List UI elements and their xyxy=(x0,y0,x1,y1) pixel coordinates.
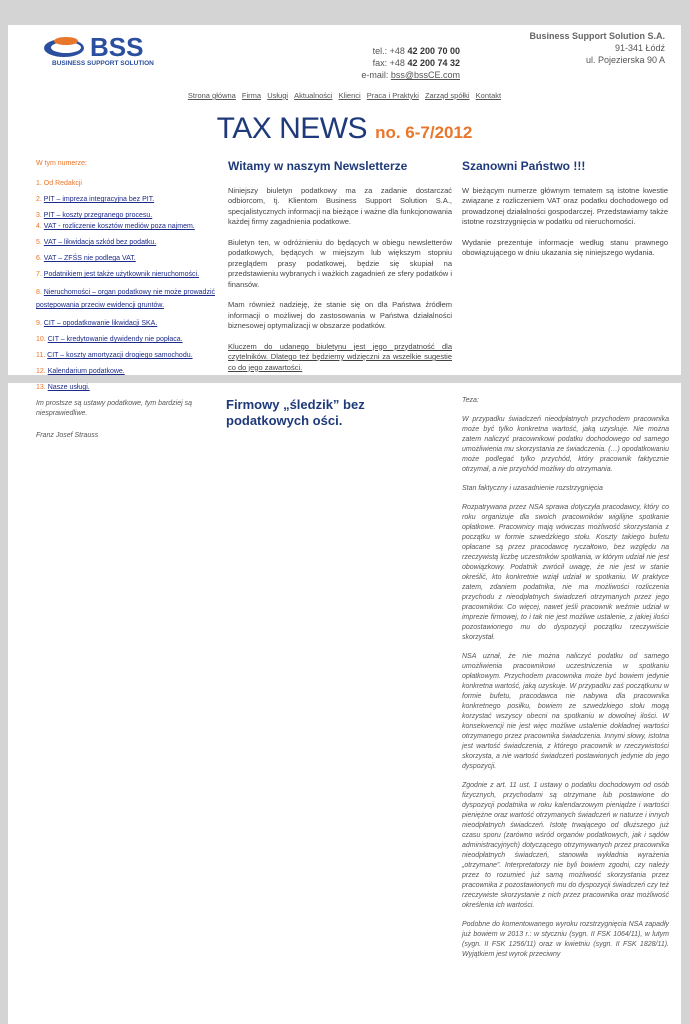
toc-item[interactable] xyxy=(36,286,226,312)
fax-label: fax: +48 xyxy=(372,58,408,68)
toc-item-link[interactable]: Nieruchomości – organ podatkowy nie może prowadzić postępowania przeciw ewidencji gruntów. xyxy=(36,289,215,309)
company-address xyxy=(529,30,665,66)
fax-number: 42 200 74 32 xyxy=(407,58,460,68)
toc-item-number: 1. xyxy=(36,180,42,187)
phone-label: tel.: +48 xyxy=(372,46,408,56)
masthead-title: TAX NEWS xyxy=(216,112,368,145)
fax-line xyxy=(352,57,460,69)
toc-item[interactable] xyxy=(36,195,226,204)
article-paragraph: Podobne do komentowanego wyroku rozstrzygnięcia NSA zapadły już bowiem w 2013 r.: w styczniu (sygn. II FSK 1064/11), w lutym (sygn. II FSK 1256/11) oraz w kwietniu (sygn. II FSK 1828/11). Wyjątkiem jest wyrok przeciwny xyxy=(462,921,669,958)
email-line xyxy=(352,69,460,81)
toc-heading: W tym numerze: xyxy=(36,160,87,167)
toc-item[interactable] xyxy=(36,254,226,263)
toc-item-number: 10. xyxy=(36,336,46,343)
toc-item-number: 9. xyxy=(36,320,42,327)
quote-block xyxy=(36,399,216,441)
company-city: 91-341 Łódź xyxy=(614,43,665,53)
toc-item-number: 8. xyxy=(36,289,42,296)
logo-swoosh-icon xyxy=(44,39,84,57)
thesis-label: Teza: xyxy=(462,397,479,404)
toc-item[interactable] xyxy=(36,270,226,279)
toc-item-link[interactable]: VAT – ZFŚS nie podlega VAT. xyxy=(43,255,136,262)
top-navigation xyxy=(0,91,689,100)
nav-link-careers[interactable]: Praca i Praktyki xyxy=(366,91,419,100)
toc-item-number: 12. xyxy=(36,368,46,375)
toc-item-number: 3. xyxy=(36,212,42,219)
toc-item xyxy=(36,179,226,188)
quote-author: Franz Josef Strauss xyxy=(36,432,99,439)
company-street: ul. Pojezierska 90 A xyxy=(585,55,665,65)
welcome-paragraph: Biuletyn ten, w odróżnieniu do będących w obiegu newsletterów podatkowych, będących w miejszym lub większym stopniu przeglądem prasy podatkowej, będzie się skupiał na przedstawieniu wybranych i ważkich zagadnień ze sfery podatków i finansów. xyxy=(228,237,452,289)
welcome-title: Witamy w naszym Newsletterze xyxy=(228,159,408,173)
toc-item-number: 13. xyxy=(36,384,46,391)
toc-item-number: 5. xyxy=(36,239,42,246)
greeting-paragraph: Wydanie prezentuje informacje według stanu prawnego obowiązującego w dniu ukazania się niniejszego wydania. xyxy=(462,237,668,257)
toc-item[interactable] xyxy=(36,367,226,376)
toc-item-link[interactable]: VAT – likwidacja szkód bez podatku. xyxy=(43,239,157,246)
toc-item-link[interactable]: CIT – opodatkowanie likwidacji SKA. xyxy=(43,320,158,327)
article-paragraph: Zgodnie z art. 11 ust. 1 ustawy o podatku dochodowym od osób fizycznych, przychodami są otrzymane lub postawione do dyspozycji podatnika w roku kalendarzowym pieniądze i wartości pieniężne oraz wartość otrzymanych świadczeń w naturze i innych nieodpłatnych świadczeń. Istotę trwającego od dłuższego już czasu sporu (zarówno wśród organów podatkowych, jak i sądów administracyjnych) dotyczącego otrzymywanych przez pracownika nieodpłatnych świadczeń, stanowiła wykładnia wyrażenia „otrzymane”. Interpretatorzy nie byli bowiem zgodni, czy należy przez to rozumieć już samą możliwość skorzystania przez pracownika z pozostawionych mu do dyspozycji świadczeń czy też rzeczywiste skorzystanie z nich przez pracownika oraz możliwość określenia ich wartości. xyxy=(462,782,669,909)
email-link[interactable]: bss@bssCE.com xyxy=(390,70,460,80)
article-subheading: Stan faktyczny i uzasadnienie rozstrzygnięcia xyxy=(462,485,603,492)
toc-item[interactable] xyxy=(36,335,226,344)
toc-item[interactable] xyxy=(36,383,226,392)
article-paragraph: Rozpatrywana przez NSA sprawa dotyczyła pracodawcy, który co roku organizuje dla swoich pracowników wigilijne spotkanie opłatkowe. Pracownicy mają wówczas możliwość skorzystania z początku w formie szwedzkiego stołu. Koszty takiego bufetu opłacane są przez pracodawcę ryczałtowo, bez względu na rzeczywistą liczbę uczestników spotkania, w którym udział nie jest obowiązkowy. Podatnik zwrócił uwagę, że nie jest w stanie określić, kto konkretnie wziął udział w spotkaniu. W praktyce zatem, zdaniem podatnika, nie ma możliwości rozliczenia przychodu z nieodpłatnych świadczeń otrzymanych przez jego pracowników. Co więcej, nawet jeśli pracownik weźmie udział w imprezie firmowej, to i tak nie jest możliwe ustalenie, z jakiej ilości pozostawionego mu do dyspozycji początku rzeczywiście skorzystał. xyxy=(462,504,669,641)
nav-link-company[interactable]: Firma xyxy=(241,91,262,100)
toc-item-link[interactable]: Kalendarium podatkowe. xyxy=(47,368,125,375)
email-label: e-mail: xyxy=(361,70,391,80)
nav-link-board[interactable]: Zarząd spółki xyxy=(424,91,470,100)
toc-item-number: 4. xyxy=(36,223,42,230)
toc-item[interactable] xyxy=(36,319,226,328)
greeting-paragraph: W bieżącym numerze głównym tematem są istotne kwestie związane z rozliczeniem VAT oraz podatku dochodowego od prowadzonej działalności gospodarczej. Przedstawiamy także istotne rozstrzygnięcia w podatku od nieruchomości. xyxy=(462,185,668,226)
article-body xyxy=(462,396,669,969)
nav-link-news[interactable]: Aktualności xyxy=(294,91,333,100)
toc-item-link[interactable]: Podatnikiem jest także użytkownik nieruchomości. xyxy=(43,271,200,278)
toc-item[interactable] xyxy=(36,222,226,231)
bss-logo[interactable] xyxy=(44,32,154,70)
welcome-column xyxy=(228,161,452,383)
company-name: Business Support Solution S.A. xyxy=(529,31,665,41)
table-of-contents xyxy=(36,160,226,399)
logo-subtitle: BUSINESS SUPPORT SOLUTION xyxy=(52,60,154,67)
phone-number: 42 200 70 00 xyxy=(407,46,460,56)
article-paragraph: W przypadku świadczeń nieodpłatnych przychodem pracownika może być tylko konkretna wartość, jaką uzyskuje. Nie można zatem naliczyć pracownikowi podatku dochodowego od samego umożliwienia mu skorzystania ze świadczenia. (…) opodatkowaniu może podlegać tylko przychód, który pracownik faktycznie otrzymał, a nie przychód możliwy do otrzymania. xyxy=(462,416,669,473)
nav-link-home[interactable]: Strona główna xyxy=(187,91,236,100)
article-paragraph: NSA uznał, że nie można naliczyć podatku od samego umożliwienia pracownikowi uczestniczenia w spotkaniu opłatkowym. Przychodem pracownika może być bowiem jedynie konkretna wartość, jaką uzyskuje. W przypadku zaś początkunu w formie bufetu, pracodawca nie nabywa dla pracownika konkretnego posiłku, bowiem ze szwedzkiego stołu mogą korzystać wszyscy obecni na spotkaniu w dowolnej ilości. W konsekwencji nie jest więc możliwe ustalenie dokładnej wartości otrzymanego przez pracownika świadczenia. Innymi słowy, istotna jest wartość świadczenia, z którego pracownik w rzeczywistości skorzysta, a nie wartość świadczeń postawionych jedynie do jego dyspozycji. xyxy=(462,653,669,770)
greeting-column xyxy=(462,161,668,269)
toc-item-label: Od Redakcji xyxy=(43,180,82,187)
welcome-paragraph: Mam również nadzieję, że stanie się on dla Państwa źródłem informacji o możliwej do zastosowania w Państwa działalności biznesowej optymalizacji w obszarze podatków. xyxy=(228,300,452,330)
toc-item-link[interactable]: CIT – kredytowanie dywidendy nie popłaca. xyxy=(47,336,183,343)
toc-item[interactable] xyxy=(36,238,226,247)
toc-item[interactable] xyxy=(36,351,226,360)
toc-item-number: 7. xyxy=(36,271,42,278)
toc-item-number: 6. xyxy=(36,255,42,262)
toc-item-link[interactable]: Nasze usługi. xyxy=(47,384,90,391)
toc-item-link[interactable]: PIT – impreza integracyjna bez PIT. xyxy=(43,196,155,203)
welcome-paragraph: Niniejszy biuletyn podatkowy ma za zadanie dostarczać odbiorcom, tj. Klientom Business Support Solution S.A., specjalistycznych informacji na bieżące i ważne dla funkcjonowania każdej firmy zagadnienia podatkowe. xyxy=(228,185,452,226)
article-title: Firmowy „śledzik” bez podatkowych ości. xyxy=(226,397,365,428)
phone-line xyxy=(352,45,460,57)
toc-item-link[interactable]: PIT – koszty przegranego procesu. xyxy=(43,212,153,219)
toc-item-number: 11. xyxy=(36,352,46,359)
masthead xyxy=(0,112,689,146)
toc-item-link[interactable]: CIT – koszty amortyzacji drogiego samochodu. xyxy=(47,352,193,359)
toc-item-number: 2. xyxy=(36,196,42,203)
nav-link-contact[interactable]: Kontakt xyxy=(475,91,502,100)
nav-link-clients[interactable]: Klienci xyxy=(338,91,361,100)
issue-number: no. 6-7/2012 xyxy=(375,123,473,142)
contact-block xyxy=(352,45,460,81)
nav-link-services[interactable]: Usługi xyxy=(267,91,289,100)
toc-item[interactable] xyxy=(36,211,226,220)
logo-text: BSS xyxy=(90,32,144,62)
greeting-title: Szanowni Państwo !!! xyxy=(462,159,586,173)
quote-text: Im prostsze są ustawy podatkowe, tym bardziej są niesprawiedliwe. xyxy=(36,400,193,417)
welcome-closing: Kluczem do udanego biuletynu jest jego przydatność dla czytelników. Dlatego też będziemy wdzięczni za wszelkie sugestie co do jego zawartości. xyxy=(228,341,452,372)
toc-item-link[interactable]: VAT - rozliczenie kosztów mediów poza najmem. xyxy=(43,223,195,230)
